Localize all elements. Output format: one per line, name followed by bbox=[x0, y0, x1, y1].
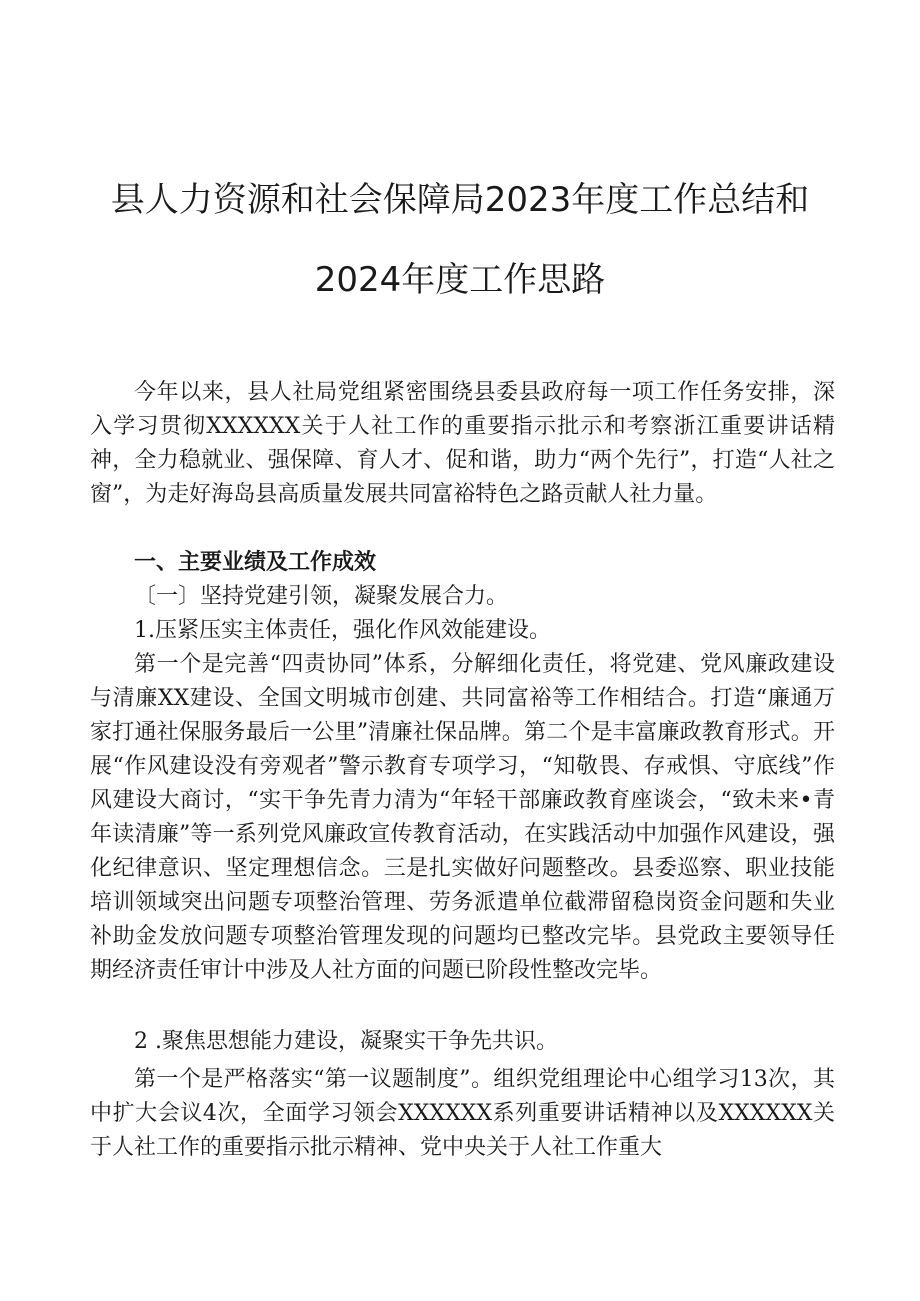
document-title-line1: 县人力资源和社会保障局2023年度工作总结和 bbox=[110, 180, 810, 220]
item1-body: 第一个是完善“四责协同”体系，分解细化责任，将党建、党风廉政建设与清廉XX建设、全国文明城市创建、共同富裕等工作相结合。打造“廉通万家打通社保服务最后一公里”清廉社保品牌。第二个是丰富廉政教育形式。开展“作风建设没有旁观者”警示教育专项学习，“知敬畏、存戒惧、守底线”作风建设大商讨，“实干争先青力清为“年轻干部廉政教育座谈会，“致未来•青年读清廉”等一系列党风廉政宣传教育活动，在实践活动中加强作风建设，强化纪律意识、坚定理想信念。三是扎实做好问题整改。县委巡察、职业技能培训领域突出问题专项整治管理、劳务派遣单位截滞留稳岗资金问题和失业补助金发放问题专项整治管理发现的问题均已整改完毕。县党政主要领导任期经济责任审计中涉及人社方面的问题已阶段性整改完毕。 bbox=[90, 652, 835, 983]
subsection1-heading: 〔一〕坚持党建引领，凝聚发展合力。 bbox=[134, 584, 509, 609]
item1-heading: 1.压紧压实主体责任，强化作风效能建设。 bbox=[134, 618, 551, 643]
item2-heading: 2 .聚焦思想能力建设，凝聚实干争先共识。 bbox=[134, 1029, 558, 1054]
document-title-line2: 2024年度工作思路 bbox=[314, 260, 606, 300]
intro-paragraph: 今年以来，县人社局党组紧密围绕县委县政府每一项工作任务安排，深入学习贯彻XXXXXX关于人社工作的重要指示批示和考察浙江重要讲话精神，全力稳就业、强保障、育人才、促和谐，助力“两个先行”，打造“人社之窗”，为走好海岛县高质量发展共同富裕特色之路贡献人社力量。 bbox=[90, 380, 835, 507]
section1-heading: 一、主要业绩及工作成效 bbox=[134, 550, 377, 575]
item2-body: 第一个是严格落实“第一议题制度”。组织党组理论中心组学习13次，其中扩大会议4次，全面学习领会XXXXXX系列重要讲话精神以及XXXXXX关于人社工作的重要指示批示精神、党中央关于人社工作重大 bbox=[90, 1067, 835, 1160]
